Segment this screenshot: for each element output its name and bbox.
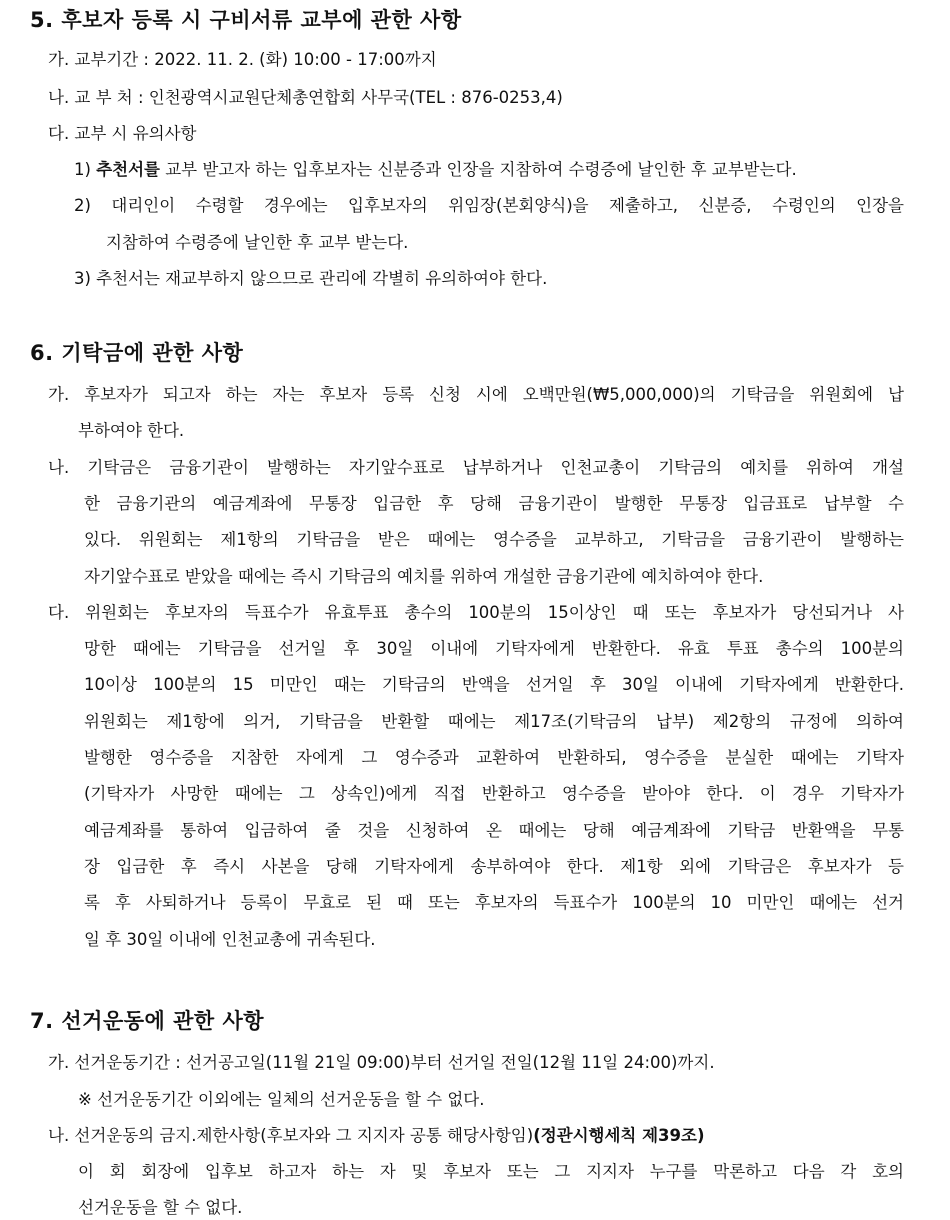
- section-7-title: 7. 선거운동에 관한 사항: [30, 1009, 265, 1033]
- section-5-item-c: 다. 교부 시 유의사항: [48, 124, 197, 143]
- section-5-item-b: 나. 교 부 처 : 인천광역시교원단체총연합회 사무국(TEL : 876-0253,4): [48, 88, 563, 107]
- section-6-item-c-line: 망한 때에는 기탁금을 선거일 후 30일 이내에 기탁자에게 반환한다. 유효 투표 총수의 100분의: [84, 639, 904, 658]
- section-7-item-b-line1: 이 회 회장에 입후보 하고자 하는 자 및 후보자 또는 그 지지자 누구를 막론하고 다음 각 호의: [78, 1162, 904, 1181]
- section-7-item-a-note: ※ 선거운동기간 이외에는 일체의 선거운동을 할 수 없다.: [78, 1090, 485, 1109]
- item-c1-bold: 추천서를: [96, 160, 160, 179]
- section-6-item-b-line: 나. 기탁금은 금융기관이 발행하는 자기앞수표로 납부하거나 인천교총이 기탁금의 예치를 위하여 개설: [48, 458, 904, 477]
- section-7-item-b-bold: (정관시행세칙 제39조): [533, 1126, 705, 1145]
- section-7-item-b-line2: 선거운동을 할 수 없다.: [78, 1198, 243, 1217]
- section-7-item-b-main: 나. 선거운동의 금지.제한사항(후보자와 그 지지자 공통 해당사항임): [48, 1126, 534, 1145]
- section-6-item-c-line: 예금계좌를 통하여 입금하여 줄 것을 신청하여 온 때에는 당해 예금계좌에 기탁금 반환액을 무통: [84, 821, 904, 840]
- section-6-item-c-line: (기탁자가 사망한 때에는 그 상속인)에게 직접 반환하고 영수증을 받아야 한다. 이 경우 기탁자가: [84, 784, 904, 803]
- section-5-item-c3: 3) 추천서는 재교부하지 않으므로 관리에 각별히 유의하여야 한다.: [74, 269, 548, 288]
- section-6-item-c-line: 장 입금한 후 즉시 사본을 당해 기탁자에게 송부하여야 한다. 제1항 외에 기탁금은 후보자가 등: [84, 857, 904, 876]
- section-6-item-a-line2: 부하여야 한다.: [78, 421, 185, 440]
- section-6-item-c-line: 10이상 100분의 15 미만인 때는 기탁금의 반액을 선거일 후 30일 이내에 기탁자에게 반환한다.: [84, 675, 904, 694]
- section-6-item-b-line: 한 금융기관의 예금계좌에 무통장 입금한 후 당해 금융기관이 발행한 무통장 입금표로 납부할 수: [84, 494, 904, 513]
- section-6-item-c-line: 일 후 30일 이내에 인천교총에 귀속된다.: [84, 930, 376, 949]
- section-5-item-a: 가. 교부기간 : 2022. 11. 2. (화) 10:00 - 17:00까지: [48, 50, 437, 69]
- section-7-item-a: 가. 선거운동기간 : 선거공고일(11월 21일 09:00)부터 선거일 전일(12월 11일 24:00)까지.: [48, 1053, 715, 1072]
- section-6-item-c-line: 위원회는 제1항에 의거, 기탁금을 반환할 때에는 제17조(기탁금의 납부) 제2항의 규정에 의하여: [84, 712, 904, 731]
- section-6-item-c-line: 록 후 사퇴하거나 등록이 무효로 된 때 또는 후보자의 득표수가 100분의 10 미만인 때에는 선거: [84, 893, 904, 912]
- section-6-title: 6. 기탁금에 관한 사항: [30, 341, 244, 365]
- section-6-item-c-line: 발행한 영수증을 지참한 자에게 그 영수증과 교환하여 반환하되, 영수증을 분실한 때에는 기탁자: [84, 748, 904, 767]
- section-5-item-c2-line2: 지참하여 수령증에 날인한 후 교부 받는다.: [106, 233, 409, 252]
- section-6-item-a-line1: 가. 후보자가 되고자 하는 자는 후보자 등록 신청 시에 오백만원(₩5,000,000)의 기탁금을 위원회에 납: [48, 385, 904, 404]
- item-c1-prefix: 1): [74, 160, 91, 179]
- section-6-item-b-line: 자기앞수표로 받았을 때에는 즉시 기탁금의 예치를 위하여 개설한 금융기관에 예치하여야 한다.: [84, 567, 764, 586]
- section-5-title: 5. 후보자 등록 시 구비서류 교부에 관한 사항: [30, 8, 462, 32]
- section-5-item-c2-line1: 2) 대리인이 수령할 경우에는 입후보자의 위임장(본회양식)을 제출하고, 신분증, 수령인의 인장을: [74, 196, 904, 215]
- section-6-item-c-line: 다. 위원회는 후보자의 득표수가 유효투표 총수의 100분의 15이상인 때 또는 후보자가 당선되거나 사: [48, 603, 904, 622]
- section-5-item-c1: [74, 156, 797, 180]
- section-6-item-b-line: 있다. 위원회는 제1항의 기탁금을 받은 때에는 영수증을 교부하고, 기탁금을 금융기관이 발행하는: [84, 530, 904, 549]
- item-c1-rest: 교부 받고자 하는 입후보자는 신분증과 인장을 지참하여 수령증에 날인한 후 교부받는다.: [165, 160, 797, 179]
- section-7-item-b: [48, 1122, 705, 1146]
